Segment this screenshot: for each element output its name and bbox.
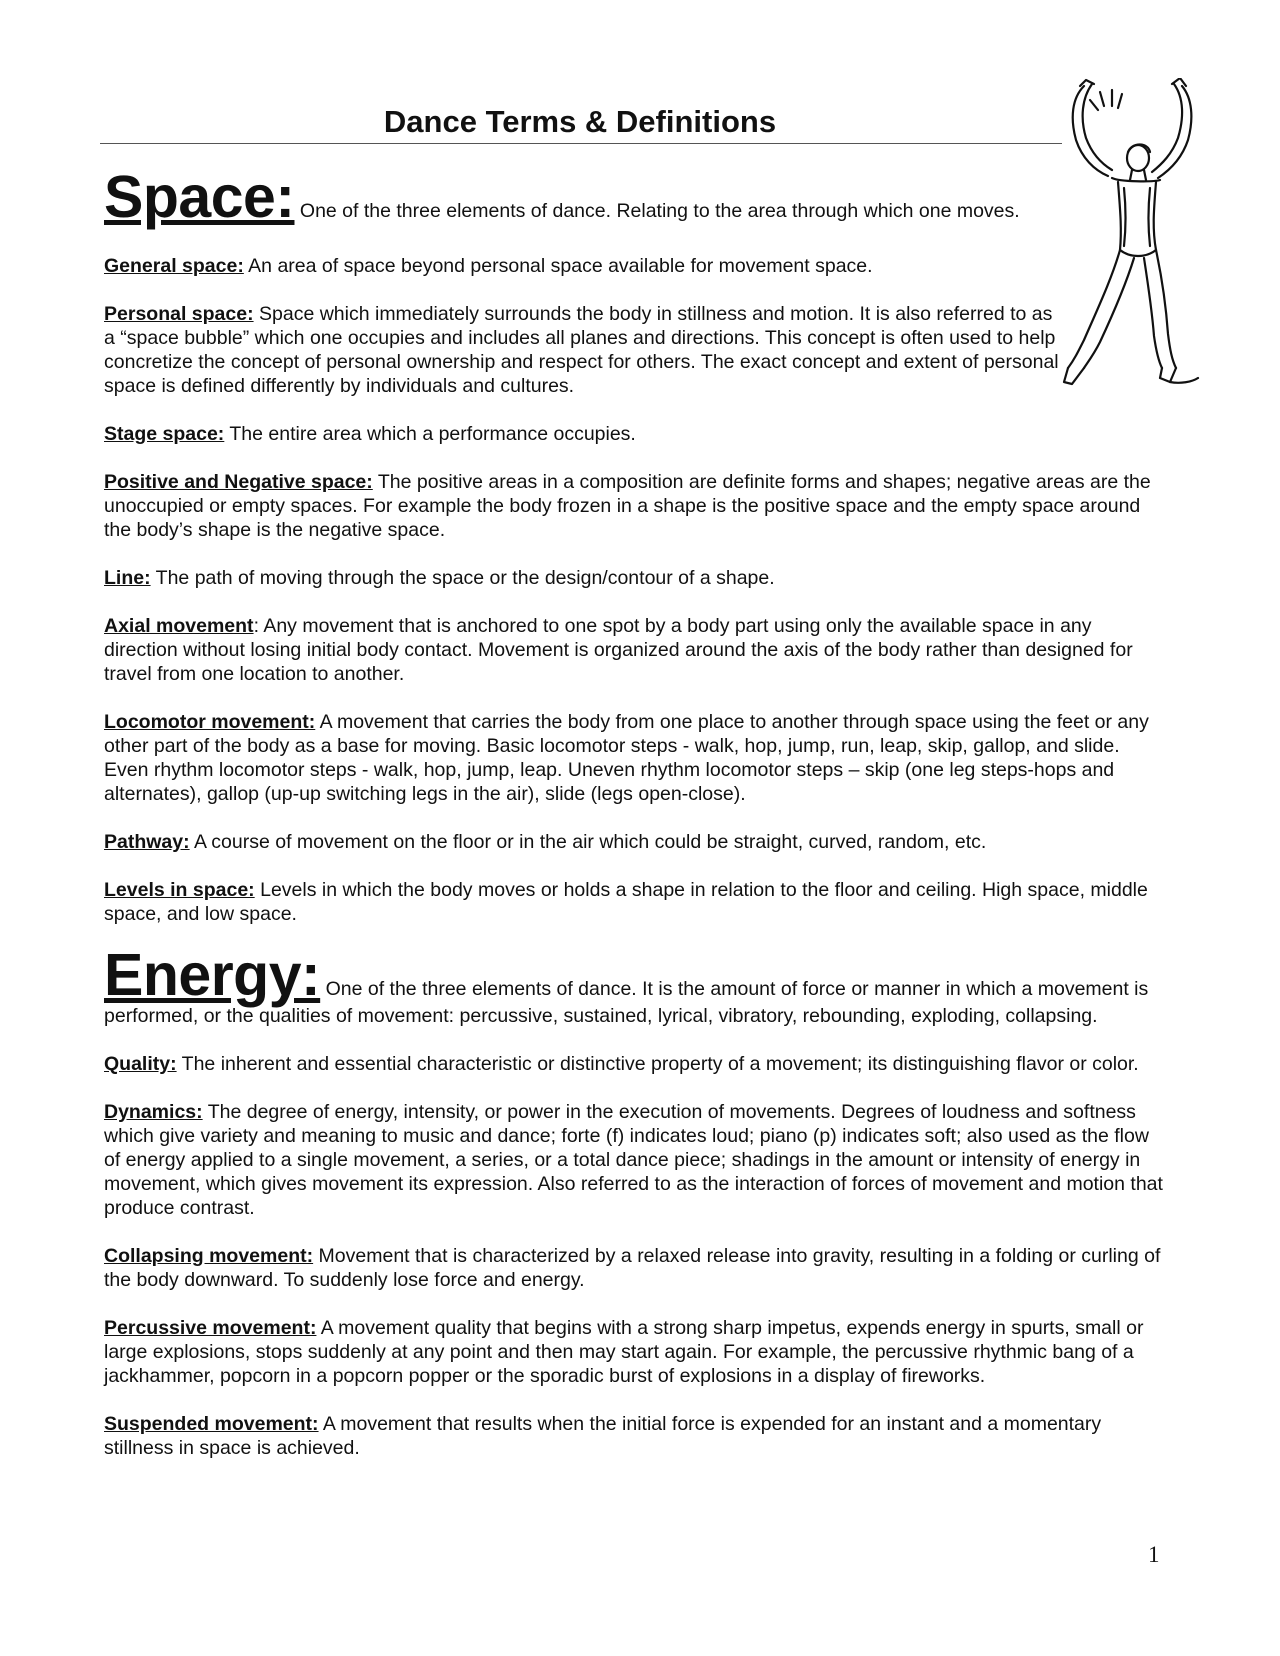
term-label: Axial movement xyxy=(104,615,254,637)
definition-pathway xyxy=(104,830,1164,854)
term-definition: A movement that carries the body from one place to another through space using the feet or any other part of the body as a base for moving. Basic locomotor steps - walk, hop, jump, run, leap, skip, gallop, and slide. Even rhythm locomotor steps - walk, hop, jump, leap. Uneven rhythm locomotor steps – skip (one leg steps-hops and alternates), gallop (up-up switching legs in the air), slide (legs open-close). xyxy=(104,711,1149,805)
term-label: Stage space: xyxy=(104,423,225,445)
term-label: Positive and Negative space: xyxy=(104,471,373,493)
space-heading: Space: xyxy=(104,164,295,230)
definition-axial-movement: Axial movement: Any movement that is anchored to one spot by a body part using only the available space in any direction without losing initial body contact. Movement is organized around the axis of the body rather than designed for travel from one location to another. xyxy=(104,615,1133,685)
term-label: Collapsing movement: xyxy=(104,1245,314,1267)
term-definition: The entire area which a performance occupies. xyxy=(229,423,636,445)
term-label: Suspended movement: xyxy=(104,1413,319,1435)
term-definition: An area of space beyond personal space available for movement space. xyxy=(248,255,873,277)
term-label: Quality: xyxy=(104,1053,177,1075)
term-definition: A movement that results when the initial force is expended for an instant and a momentary stillness in space is achieved. xyxy=(104,1413,1102,1459)
title-underline xyxy=(100,143,1062,144)
energy-section-heading xyxy=(104,942,1164,1028)
space-section-heading xyxy=(104,164,1114,230)
page-number: 1 xyxy=(1148,1542,1160,1567)
definition-quality xyxy=(104,1052,1164,1076)
definition-positive-negative-space xyxy=(104,470,1164,542)
term-definition: Space which immediately surrounds the body in stillness and motion. It is also referred to as a “space bubble” which one occupies and includes all planes and directions. This concept is often used to help concretize the concept of personal ownership and respect for others. The exact concept and extent of personal space is defined differently by individuals and cultures. xyxy=(104,303,1059,397)
term-definition: The path of moving through the space or the design/contour of a shape. xyxy=(155,567,775,589)
term-label: Dynamics: xyxy=(104,1101,203,1123)
space-definition: One of the three elements of dance. Relating to the area through which one moves. xyxy=(299,200,1020,222)
term-definition: Levels in which the body moves or holds a shape in relation to the floor and ceiling. High space, middle space, and low space. xyxy=(104,879,1148,925)
energy-heading: Energy: xyxy=(104,942,321,1008)
term-definition: A movement quality that begins with a strong sharp impetus, expends energy in spurts, small or large explosions, stops suddenly at any point and then may start again. For example, the percussive rhythmic bang of a jackhammer, popcorn in a popcorn popper or the sporadic burst of explosions in a display of fireworks. xyxy=(104,1317,1144,1387)
definition-personal-space xyxy=(104,302,1064,398)
definition-stage-space xyxy=(104,422,1164,446)
page-title: Dance Terms & Definitions xyxy=(383,104,777,139)
energy-definition: One of the three elements of dance. It is the amount of force or manner in which a movement is performed, or the qualities of movement: percussive, sustained, lyrical, vibratory, rebounding, exploding, collapsing. xyxy=(104,978,1149,1027)
term-label: Personal space: xyxy=(104,303,254,325)
term-definition: The inherent and essential characteristic or distinctive property of a movement; its distinguishing flavor or color. xyxy=(181,1053,1139,1075)
term-label: General space: xyxy=(104,255,244,277)
term-definition: Any movement that is anchored to one spot by a body part using only the available space in any direction without losing initial body contact. Movement is organized around the axis of the body rather than designed for travel from one location to another. xyxy=(104,615,1133,685)
term-label: Pathway: xyxy=(104,831,190,853)
definition-dynamics xyxy=(104,1100,1164,1220)
definition-suspended-movement xyxy=(104,1412,1164,1460)
document-body xyxy=(104,164,1164,1484)
term-definition: Movement that is characterized by a relaxed release into gravity, resulting in a folding or curling of the body downward. To suddenly lose force and energy. xyxy=(104,1245,1161,1291)
term-label: Percussive movement: xyxy=(104,1317,317,1339)
definition-locomotor-movement xyxy=(104,710,1164,806)
definition-line xyxy=(104,566,1164,590)
definition-general-space xyxy=(104,254,1114,278)
term-definition: The degree of energy, intensity, or power in the execution of movements. Degrees of loudness and softness which give variety and meaning to music and dance; forte (f) indicates loud; piano (p) indicates soft; also used as the flow of energy applied to a single movement, a series, or a total dance piece; shadings in the amount or intensity of energy in movement, which gives movement its expression. Also referred to as the interaction of forces of movement and motion that produce contrast. xyxy=(104,1101,1163,1219)
term-label: Locomotor movement: xyxy=(104,711,316,733)
term-definition: A course of movement on the floor or in the air which could be straight, curved, random, etc. xyxy=(193,831,987,853)
definition-collapsing-movement xyxy=(104,1244,1164,1292)
term-definition: The positive areas in a composition are definite forms and shapes; negative areas are the unoccupied or empty spaces. For example the body frozen in a shape is the positive space and the empty space around the body’s shape is the negative space. xyxy=(104,471,1151,541)
definition-percussive-movement xyxy=(104,1316,1164,1388)
term-label: Line: xyxy=(104,567,151,589)
definition-levels-in-space xyxy=(104,878,1164,926)
term-label: Levels in space: xyxy=(104,879,255,901)
